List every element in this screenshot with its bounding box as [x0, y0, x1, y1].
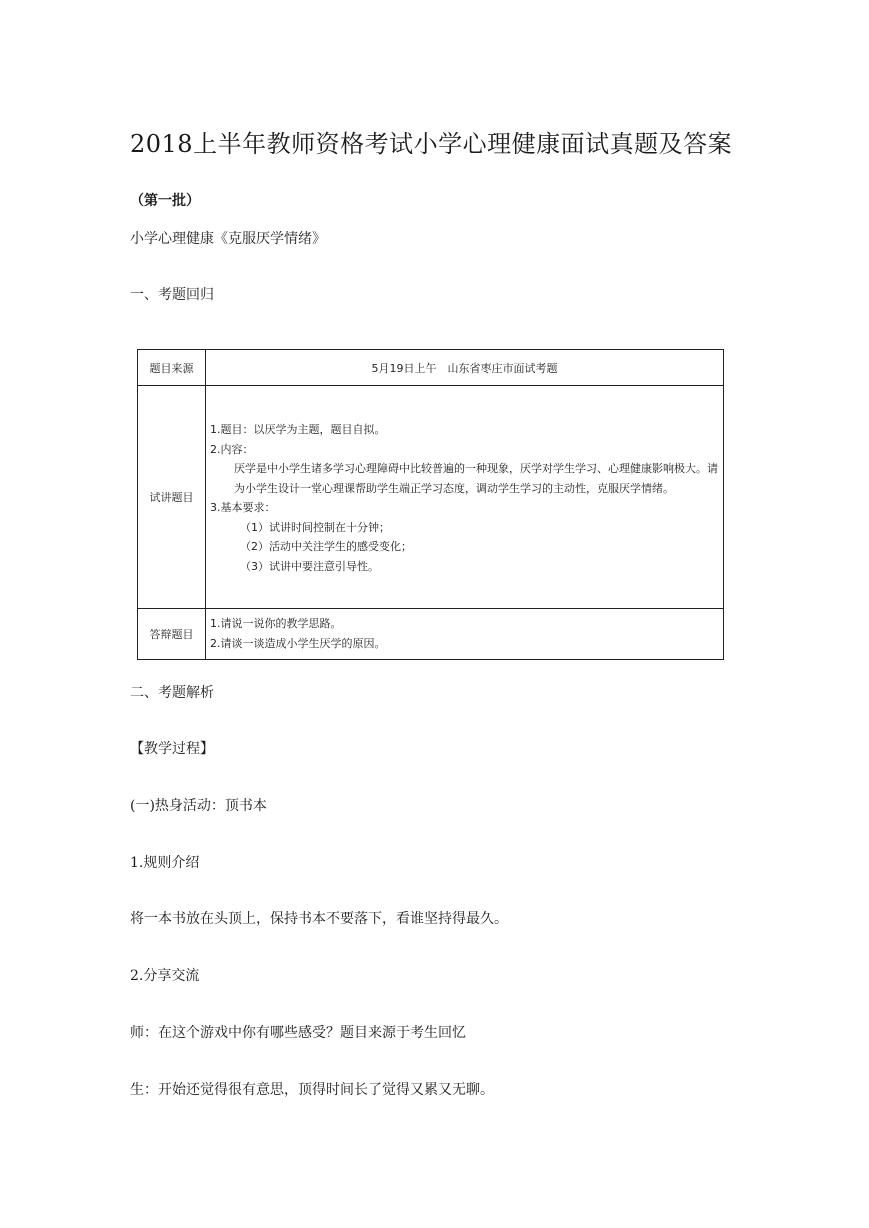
lecture-label: 试讲题目 [138, 386, 206, 609]
rules-heading: 1.规则介绍 [130, 855, 200, 871]
lecture-content [206, 386, 724, 609]
warmup-heading: (一)热身活动：顶书本 [130, 798, 267, 814]
subject-line: 小学心理健康《克服厌学情绪》 [130, 231, 326, 247]
batch-label: （第一批） [130, 193, 200, 209]
lecture-line-requirement-2: （2）活动中关注学生的感受变化； [240, 540, 412, 553]
lecture-line-requirement-1: （1）试讲时间控制在十分钟； [240, 520, 390, 534]
defense-label: 答辩题目 [138, 609, 206, 660]
student-line: 生：开始还觉得很有意思，顶得时间长了觉得又累又无聊。 [130, 1082, 494, 1098]
exam-question-table [137, 349, 724, 660]
lecture-line-topic: 1.题目：以厌学为主题，题目自拟。 [210, 423, 386, 436]
teacher-line: 师：在这个游戏中你有哪些感受？题目来源于考生回忆 [130, 1025, 466, 1041]
table-row-defense [138, 609, 724, 660]
section1-heading: 一、考题回归 [130, 287, 214, 303]
lecture-line-content-body: 厌学是中小学生诸多学习心理障碍中比较普遍的一种现象，厌学对学生学习、心理健康影响极大。请为小学生设计一堂心理课帮助学生端正学习态度，调动学生学习的主动性，克服厌学情绪。 [234, 462, 718, 495]
table-row-lecture [138, 386, 724, 609]
lecture-line-content-heading: 2.内容： [210, 442, 254, 456]
share-heading: 2.分享交流 [130, 968, 200, 984]
table-row-source [138, 350, 724, 386]
process-heading: 【教学过程】 [130, 741, 214, 757]
rules-text: 将一本书放在头顶上，保持书本不要落下，看谁坚持得最久。 [130, 911, 508, 927]
source-value: 5月19日上午 山东省枣庄市面试考题 [206, 350, 724, 386]
lecture-line-requirements-heading: 3.基本要求： [210, 501, 276, 514]
lecture-line-requirement-3: （3）试讲中要注意引导性。 [240, 559, 379, 573]
document-title: 2018上半年教师资格考试小学心理健康面试真题及答案 [130, 130, 733, 158]
defense-line-2: 2.请谈一谈造成小学生厌学的原因。 [210, 637, 386, 650]
section2-heading: 二、考题解析 [130, 685, 214, 701]
defense-line-1: 1.请说一说你的教学思路。 [210, 617, 342, 630]
source-label: 题目来源 [138, 350, 206, 386]
defense-content [206, 609, 724, 660]
